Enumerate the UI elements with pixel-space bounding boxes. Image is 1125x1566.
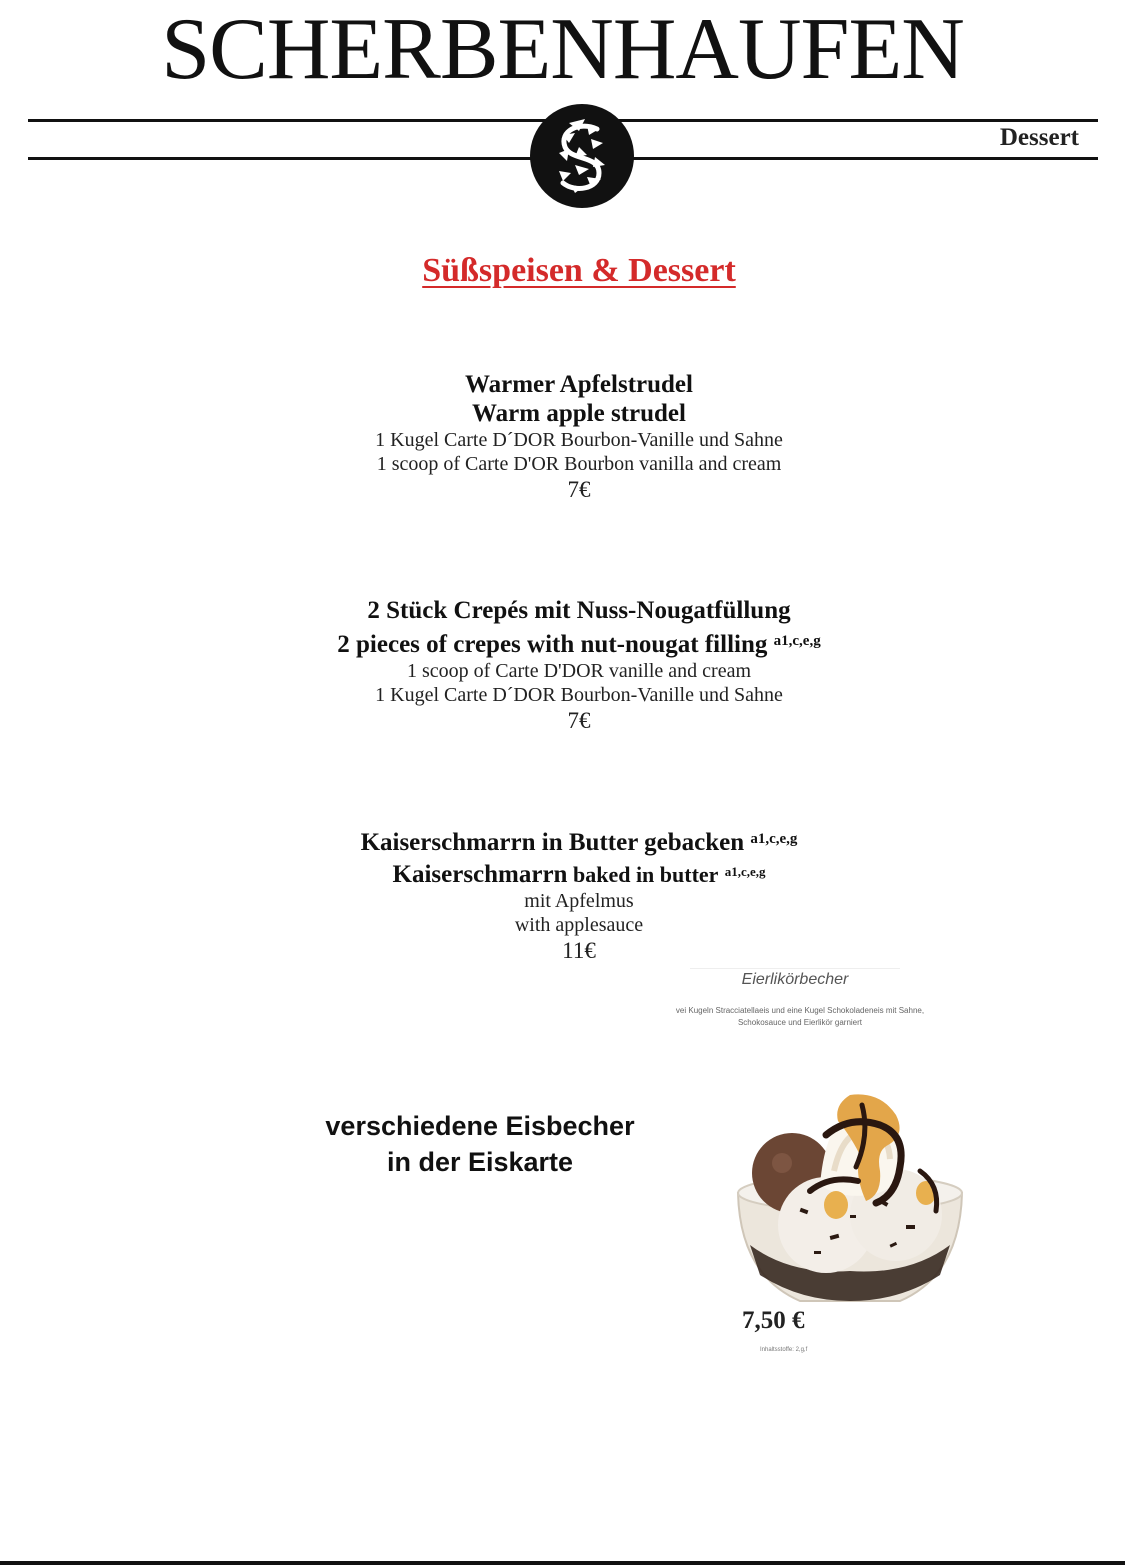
- item-desc-de: 1 Kugel Carte D´DOR Bourbon-Vanille und Sahne: [375, 429, 783, 451]
- cup-price: 7,50 €: [742, 1307, 805, 1334]
- item-price: 11€: [562, 938, 596, 963]
- item-title-en-b: baked in butter: [567, 862, 719, 887]
- menu-item-apfelstrudel: [0, 370, 1125, 503]
- ice-cream-sundae-image: [730, 1075, 970, 1315]
- item-allergens: a1,c,e,g: [773, 633, 821, 649]
- footer-rule: [0, 1561, 1125, 1565]
- eisbecher-line-1: verschiedene Eisbecher: [325, 1111, 635, 1141]
- item-title-en: Warm apple strudel: [472, 400, 686, 427]
- item-desc-en: 1 scoop of Carte D'DOR vanille and cream: [406, 660, 752, 682]
- item-price: 7€: [567, 708, 591, 733]
- item-title-en-line: [0, 857, 1125, 889]
- eisbecher-line-2: in der Eiskarte: [386, 1147, 574, 1177]
- header-rule-bottom-right: [618, 157, 1098, 160]
- cup-desc-line-1: vei Kugeln Stracciatellaeis und eine Kugel Schokoladeneis mit Sahne,: [675, 1006, 925, 1015]
- item-title-en: 2 pieces of crepes with nut-nougat filling: [337, 631, 768, 658]
- menu-item-crepes: [0, 596, 1125, 734]
- brand-title: SCHERBENHAUFEN: [161, 1, 964, 98]
- header-rule-bottom-left: [28, 157, 548, 160]
- cup-allergens: Inhaltsstoffe: 2,g,f: [760, 1347, 808, 1353]
- item-title-de: 2 Stück Crepés mit Nuss-Nougatfüllung: [367, 597, 791, 624]
- menu-item-kaiserschmarrn: [0, 825, 1125, 964]
- item-price: 7€: [567, 477, 591, 502]
- header-rule-top-right: [618, 119, 1098, 122]
- item-desc-en: 1 scoop of Carte D'OR Bourbon vanilla and cream: [376, 453, 782, 475]
- item-title-de: Kaiserschmarrn in Butter gebacken: [360, 829, 745, 856]
- item-desc-de: mit Apfelmus: [524, 890, 634, 912]
- item-title-de-line: [0, 825, 1125, 857]
- item-allergens-de: a1,c,e,g: [750, 831, 798, 847]
- page-heading: Süßspeisen & Dessert: [422, 252, 736, 289]
- item-desc-de: 1 Kugel Carte D´DOR Bourbon-Vanille und Sahne: [375, 684, 783, 706]
- eisbecher-note: [300, 1108, 660, 1180]
- item-allergens-en: a1,c,e,g: [724, 864, 766, 879]
- item-title-en-line: [0, 625, 1125, 659]
- restaurant-logo-icon: [529, 103, 635, 209]
- cup-title: Eierlikörbecher: [690, 968, 900, 989]
- item-title-de: Warmer Apfelstrudel: [465, 371, 693, 398]
- section-label: Dessert: [999, 124, 1079, 151]
- cup-description: [630, 1005, 970, 1029]
- cup-desc-line-2: Schokosauce und Eierlikör garniert: [737, 1018, 863, 1027]
- item-desc-en: with applesauce: [514, 914, 644, 936]
- header-rule-top-left: [28, 119, 548, 122]
- item-title-en-a: Kaiserschmarrn: [392, 861, 568, 888]
